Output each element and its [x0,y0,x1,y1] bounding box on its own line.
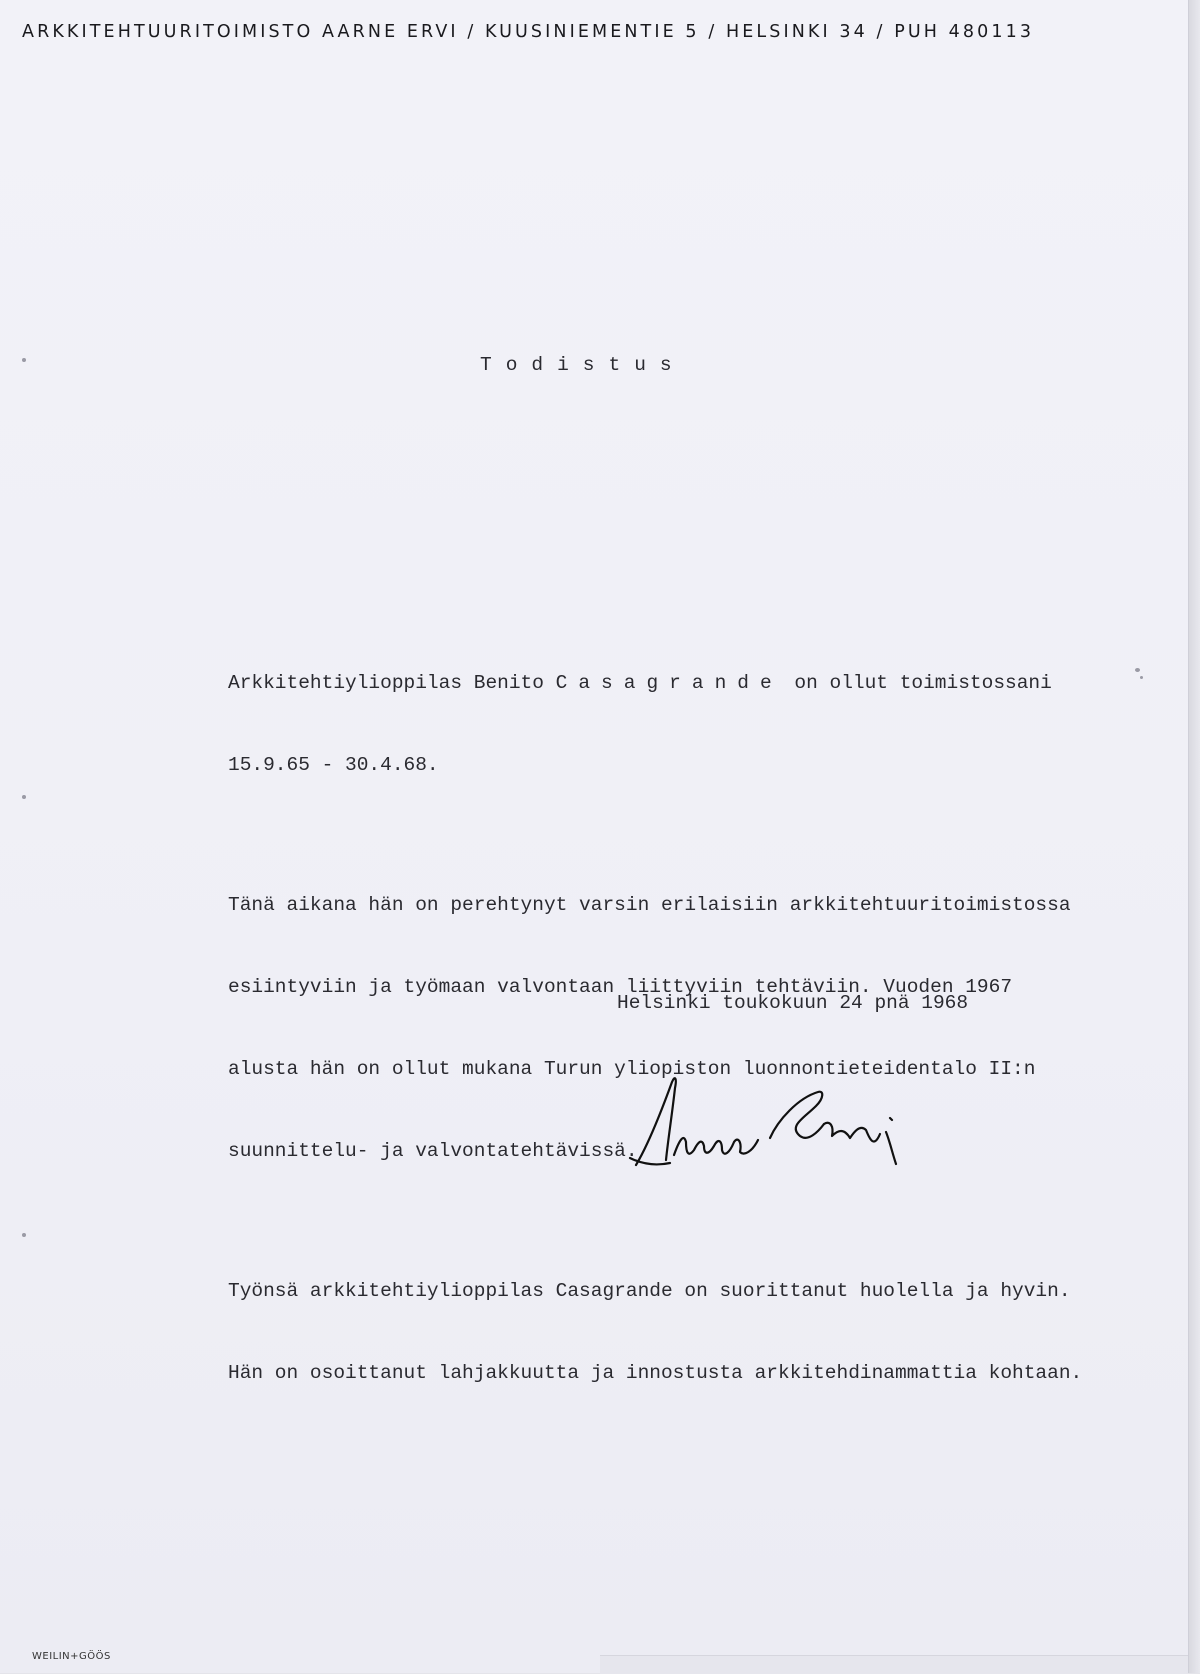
letterhead: ARKKITEHTUURITOIMISTO AARNE ERVI / KUUSINIEMENTIE 5 / HELSINKI 34 / PUH 480113 [22,22,1035,42]
paper-speck [22,358,26,362]
paper-edge-bottom [600,1655,1188,1674]
paper-edge [1189,0,1200,1673]
paper-speck [1140,676,1143,679]
student-name-spaced: Casagrande [555,672,783,694]
document-title: Todistus [480,354,686,376]
paragraph-3-line-2: Hän on osoittanut lahjakkuutta ja innostusta arkkitehdinammattia kohtaan. [228,1362,1083,1384]
paper-speck [1135,668,1140,672]
paragraph-3-line-1: Työnsä arkkitehtiylioppilas Casagrande on suorittanut huolella ja hyvin. [228,1280,1071,1302]
paragraph-2-line-2: esiintyviin ja työmaan valvontaan liittyviin tehtäviin. Vuoden 1967 [228,976,1013,998]
paragraph-1-line-2: 15.9.65 - 30.4.68. [228,754,439,776]
paragraph-1-text-b: on ollut toimistossani [782,672,1052,694]
printer-mark: WEILIN+GÖÖS [32,1651,111,1662]
paragraph-2-line-4: suunnittelu- ja valvontatehtävissä. [228,1140,638,1162]
paragraph-1-line-1 [228,664,1148,702]
signature [628,1060,948,1180]
letter-body [228,620,1148,1414]
paragraph-2-line-1: Tänä aikana hän on perehtynyt varsin erilaisiin arkkitehtuuritoimistossa [228,894,1071,916]
paper-speck [22,1233,26,1237]
paragraph-2-line-3: alusta hän on ollut mukana Turun yliopiston luonnontieteidentalo II:n [228,1058,1036,1080]
paragraph-1-text-a: Arkkitehtiylioppilas Benito [228,672,556,694]
place-and-date: Helsinki toukokuun 24 pnä 1968 [617,992,969,1014]
paper-speck [22,795,26,799]
